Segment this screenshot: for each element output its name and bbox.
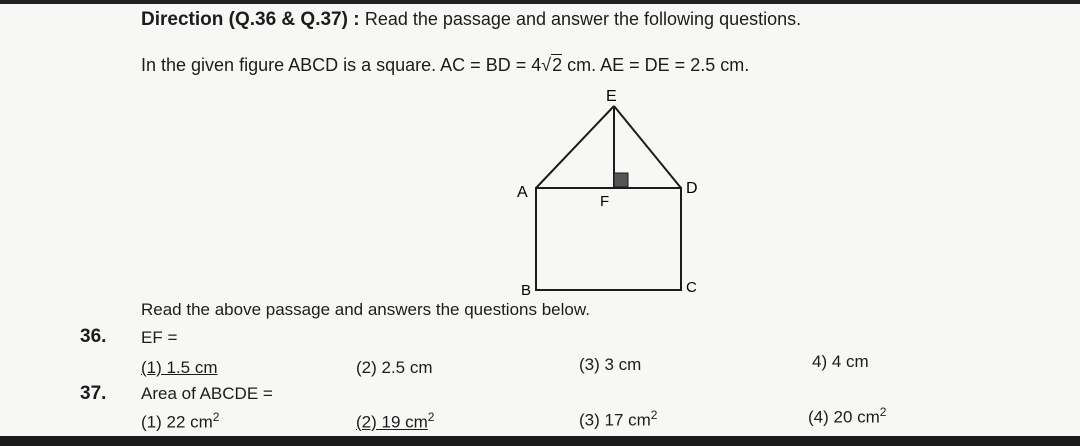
direction-text: Read the passage and answer the following questions. [364,9,802,29]
question-36-text: EF = [141,328,178,347]
passage-part1: In the given figure ABCD is a square. AC = BD = 4 [141,55,542,75]
question-36-option-1[interactable] [141,358,218,378]
option-sup: 2 [650,408,658,422]
option-label: (1) 1.5 cm [141,358,218,377]
label-b: B [521,282,532,299]
instruction-text: Read the above passage and answers the questions below. [141,300,590,319]
option-sup: 2 [212,410,220,424]
question-37-option-2[interactable] [356,410,434,433]
segment-ae [536,106,614,188]
label-a: A [517,184,528,201]
question-36-option-3[interactable]: (3) 3 cm [579,355,642,374]
bottom-border [0,436,1080,446]
passage-part2: cm. AE = DE = 2.5 cm. [567,55,750,75]
question-36-number: 36. [80,326,107,347]
label-e: E [606,88,617,105]
direction-label: Direction (Q.36 & Q.37) : [141,9,360,30]
question-37-number: 37. [80,383,107,404]
sqrt-radicand: 2 [552,55,563,75]
right-angle-mark [614,173,628,187]
label-f: F [600,193,610,210]
option-sup: 2 [427,410,435,424]
question-37-text: Area of ABCDE = [141,384,273,403]
option-label: (2) 19 cm [356,412,428,432]
option-label: (4) 20 cm [808,407,880,427]
question-37-option-4[interactable] [808,405,886,428]
question-37-option-1[interactable] [141,410,219,433]
label-d: D [686,180,698,197]
question-36-option-4[interactable]: 4) 4 cm [812,352,869,371]
option-sup: 2 [879,405,887,419]
sqrt-symbol: √2 [541,55,563,75]
option-label: (3) 17 cm [579,410,651,430]
option-label: (1) 22 cm [141,412,213,432]
question-37-option-3[interactable] [579,408,657,431]
question-36-option-2[interactable]: (2) 2.5 cm [356,358,433,377]
label-c: C [686,279,697,296]
